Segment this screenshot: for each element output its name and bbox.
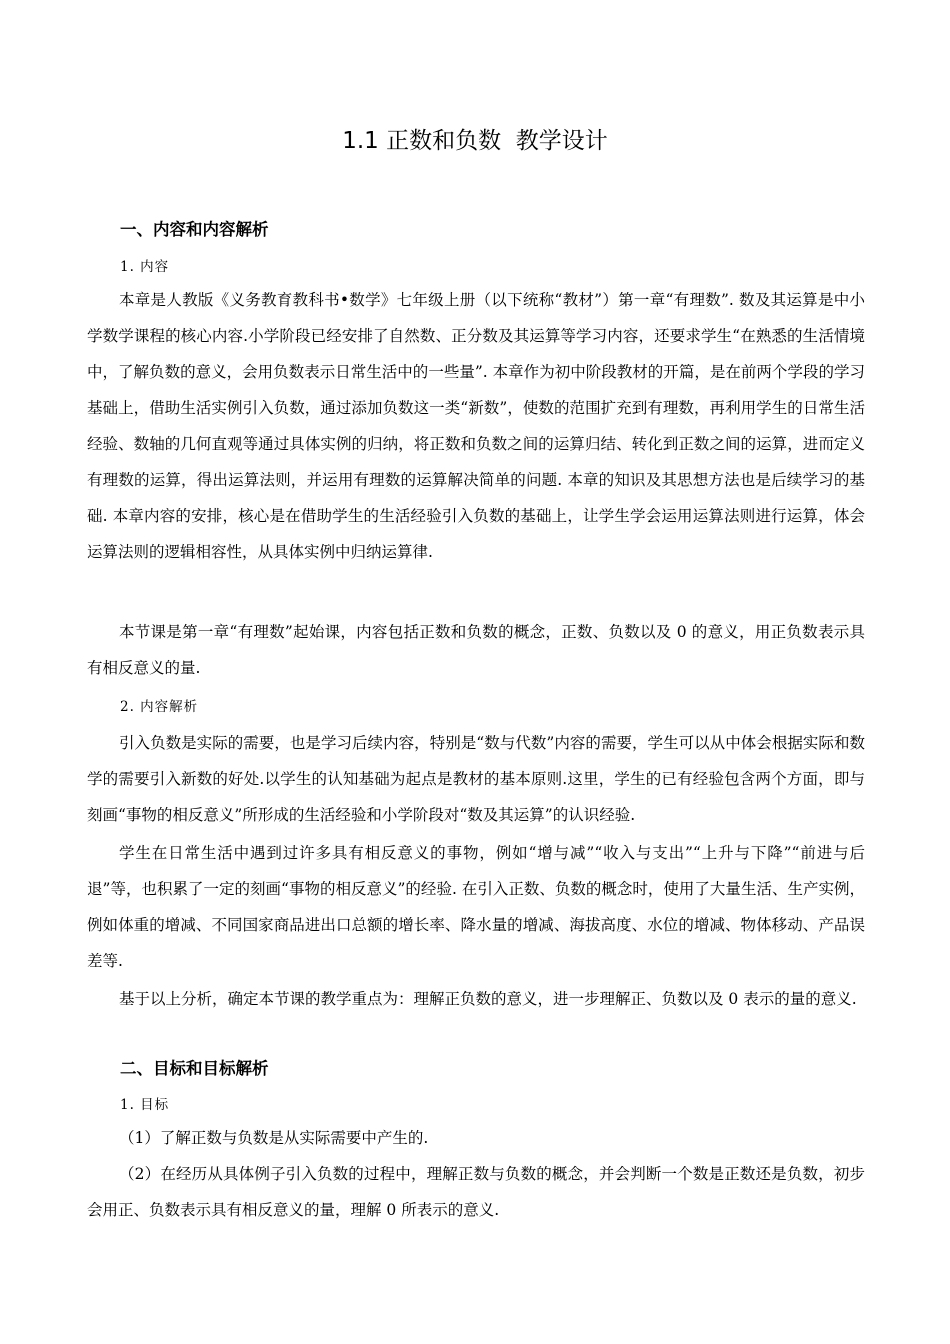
document-title: 1.1 正数和负数 教学设计 bbox=[342, 128, 608, 154]
objective-item-2: （2）在经历从具体例子引入负数的过程中，理解正数与负数的概念，并会判断一个数是正数还是负数，初步会用正、负数表示具有相反意义的量，理解 0 所表示的意义. bbox=[87, 1165, 865, 1219]
section-heading-objectives: 二、目标和目标解析 bbox=[120, 1059, 269, 1078]
paragraph-chapter-overview: 本章是人教版《义务教育教科书•数学》七年级上册（以下统称“教材”）第一章“有理数”. 数及其运算是中小学数学课程的核心内容.小学阶段已经安排了自然数、正分数及其运算等学习内容，还要求学生“在熟悉的生活情境中，了解负数的意义，会用负数表示日常生活中的一些量”. 本章作为初中阶段教材的开篇，是在前两个学段的学习基础上，借助生活实例引入负数，通过添加负数这一类“新数”，使数的范围扩充到有理数，再利用学生的日常生活经验、数轴的几何直观等通过具体实例的归纳，将正数和负数之间的运算归结、转化到正数之间的运算，进而定义有理数的运算，得出运算法则，并运用有理数的运算解决简单的问题. 本章的知识及其思想方法也是后续学习的基础. 本章内容的安排，核心是在借助学生的生活经验引入负数的基础上，让学生学会运用运算法则进行运算，体会运算法则的逻辑相容性，从具体实例中归纳运算律. bbox=[87, 291, 865, 561]
objective-item-1: （1）了解正数与负数是从实际需要中产生的. bbox=[119, 1129, 429, 1147]
paragraph-opposite-meanings: 学生在日常生活中遇到过许多具有相反意义的事物，例如“增与减”“收入与支出”“上升与下降”“前进与后退”等，也积累了一定的刻画“事物的相反意义”的经验. 在引入正数、负数的概念时，使用了大量生活、生产实例，例如体重的增减、不同国家商品进出口总额的增长率、降水量的增减、海拔高度、水位的增减、物体移动、产品误差等. bbox=[87, 844, 865, 970]
sub-heading-content-analysis: 2. 内容解析 bbox=[120, 699, 199, 715]
section-heading-content: 一、内容和内容解析 bbox=[120, 220, 269, 239]
sub-heading-objectives: 1. 目标 bbox=[120, 1097, 170, 1113]
paragraph-lesson-content: 本节课是第一章“有理数”起始课，内容包括正数和负数的概念，正数、负数以及 0 的意义，用正负数表示具有相反意义的量. bbox=[87, 623, 865, 677]
sub-heading-content: 1. 内容 bbox=[120, 259, 170, 275]
paragraph-why-negative-numbers: 引入负数是实际的需要，也是学习后续内容，特别是“数与代数”内容的需要，学生可以从中体会根据实际和数学的需要引入新数的好处.以学生的认知基础为起点是教材的基本原则.这里，学生的已有经验包含两个方面，即与刻画“事物的相反意义”所形成的生活经验和小学阶段对“数及其运算”的认识经验. bbox=[87, 734, 865, 824]
paragraph-teaching-focus: 基于以上分析，确定本节课的教学重点为：理解正负数的意义，进一步理解正、负数以及 0 表示的量的意义. bbox=[119, 990, 857, 1008]
